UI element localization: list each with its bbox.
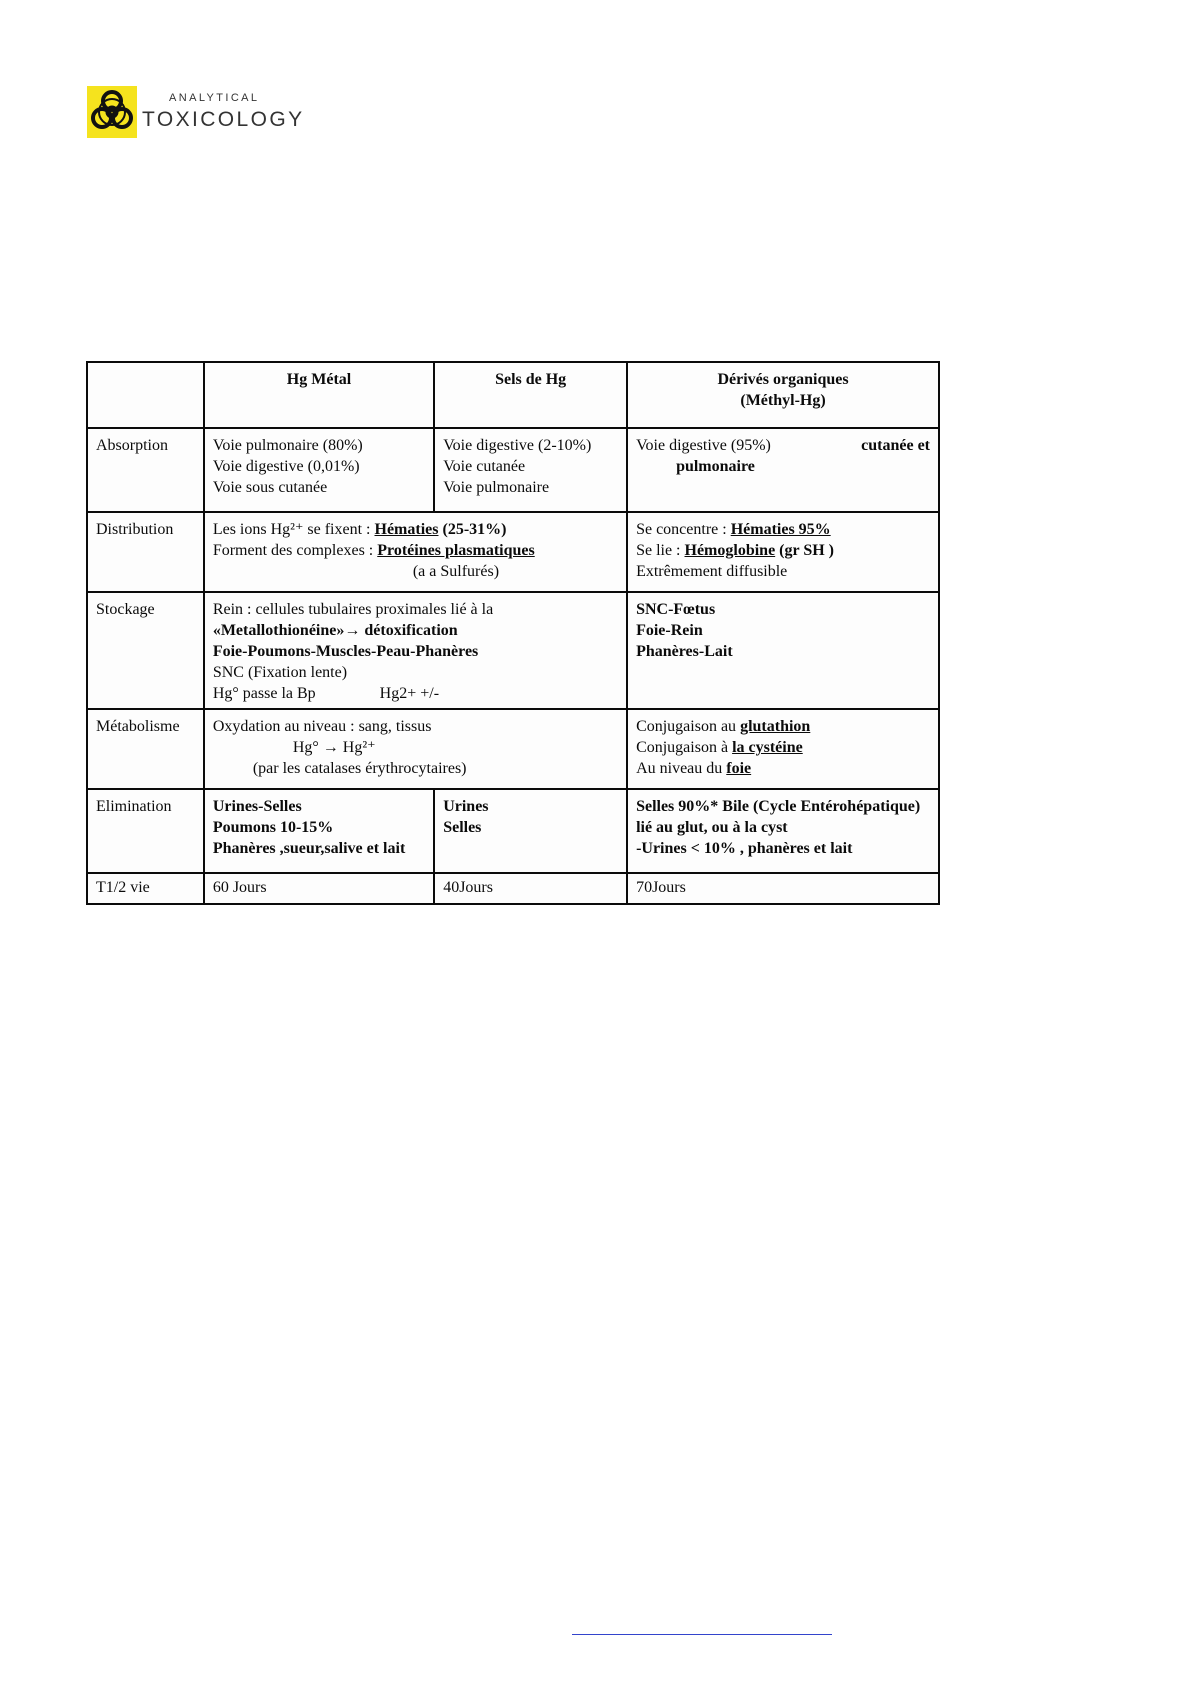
table-row-elimination xyxy=(87,789,939,873)
metabolisme-catalases: (par les catalases érythrocytaires) xyxy=(252,760,467,777)
elimination-organ-line3: -Urines < 10% , phanères et lait xyxy=(636,840,853,857)
header-derives-organiques xyxy=(627,362,939,428)
row-label-elimination: Elimination xyxy=(87,789,204,873)
stockage-organ-phaneres-lait: Phanères-Lait xyxy=(636,643,733,660)
distribution-organ-concentre: Se concentre : xyxy=(636,521,727,538)
row-label-half-life: T1/2 vie xyxy=(87,873,204,904)
elimination-organ-line2: lié au glut, ou à la cyst xyxy=(636,819,788,836)
table-row-distribution xyxy=(87,512,939,592)
cell-absorption-sels xyxy=(434,428,627,512)
stockage-organ-foie-rein: Foie-Rein xyxy=(636,622,703,639)
distribution-line2 xyxy=(213,540,618,561)
distribution-complexes-text: Forment des complexes : xyxy=(212,542,374,559)
distribution-sulfures: (a a Sulfurés) xyxy=(412,563,500,580)
row-label-metabolisme: Métabolisme xyxy=(87,709,204,789)
metabolisme-organ-line2 xyxy=(636,737,930,758)
metabolisme-au-niveau-du: Au niveau du xyxy=(636,760,723,777)
distribution-organ-selie: Se lie : xyxy=(636,542,681,559)
absorption-sels-line1: Voie digestive (2-10%) xyxy=(443,437,592,454)
table-row-half-life xyxy=(87,873,939,904)
cell-elimination-metal xyxy=(204,789,434,873)
stockage-organ-snc-foetus: SNC-Fœtus xyxy=(636,601,716,618)
logo-line-toxicology: TOXICOLOGY xyxy=(142,108,305,131)
row-label-absorption: Absorption xyxy=(87,428,204,512)
cell-elimination-organ xyxy=(627,789,939,873)
stockage-hg2-plusminus: Hg2+ +/- xyxy=(379,685,440,702)
stockage-rein: Rein : cellules tubulaires proximales lié à la xyxy=(212,601,494,618)
distribution-ions-text: Les ions Hg²⁺ se fixent : xyxy=(212,521,371,538)
cell-metabolisme-metal-sels xyxy=(204,709,627,789)
stockage-hg-passe-bp: Hg° passe la Bp xyxy=(212,685,316,702)
mercury-comparison-table xyxy=(86,361,940,905)
cell-stockage-organ xyxy=(627,592,939,709)
row-label-distribution: Distribution xyxy=(87,512,204,592)
distribution-organ-line2 xyxy=(636,540,930,561)
distribution-organ-line1 xyxy=(636,519,930,540)
distribution-organ-diffusible: Extrêmement diffusible xyxy=(636,563,788,580)
distribution-line1 xyxy=(213,519,618,540)
absorption-organ-digestive: Voie digestive (95%) xyxy=(636,437,771,454)
biohazard-icon xyxy=(90,90,134,134)
table-header-row xyxy=(87,362,939,428)
distribution-hematies: Hématies xyxy=(374,521,439,538)
metabolisme-conjugaison-a: Conjugaison à xyxy=(636,739,729,756)
half-life-organ: 70Jours xyxy=(627,873,939,904)
cell-absorption-metal xyxy=(204,428,434,512)
elimination-metal-line2: Poumons 10-15% xyxy=(212,819,334,836)
absorption-sels-line3: Voie pulmonaire xyxy=(443,479,550,496)
stockage-foie-poumons: Foie-Poumons-Muscles-Peau-Phanères xyxy=(212,643,479,660)
cell-absorption-organ xyxy=(627,428,939,512)
absorption-organ-pulmonaire: pulmonaire xyxy=(676,458,755,475)
absorption-organ-cutanee: cutanée et xyxy=(861,437,930,454)
header-derives-line2: (Méthyl-Hg) xyxy=(740,392,826,409)
absorption-metal-line3: Voie sous cutanée xyxy=(212,479,328,496)
logo-badge xyxy=(87,86,137,138)
elimination-sels-line1: Urines xyxy=(443,798,489,815)
absorption-metal-line2: Voie digestive (0,01%) xyxy=(212,458,360,475)
cell-stockage-metal-sels xyxy=(204,592,627,709)
elimination-metal-line3: Phanères ,sueur,salive et lait xyxy=(212,840,406,857)
stockage-bp-line xyxy=(213,683,618,704)
header-empty-cell xyxy=(87,362,204,428)
cell-metabolisme-organ xyxy=(627,709,939,789)
half-life-metal: 60 Jours xyxy=(204,873,434,904)
table-row-metabolisme xyxy=(87,709,939,789)
distribution-organ-hematies: Hématies 95% xyxy=(730,521,831,538)
header-derives-line1: Dérivés organiques xyxy=(717,371,849,388)
table-row-stockage xyxy=(87,592,939,709)
metabolisme-foie: foie xyxy=(726,760,752,777)
header-hg-metal: Hg Métal xyxy=(204,362,434,428)
stockage-snc: SNC (Fixation lente) xyxy=(212,664,348,681)
cell-elimination-sels xyxy=(434,789,627,873)
footer-link-underline[interactable] xyxy=(572,1634,832,1635)
stockage-metallothioneine: «Metallothionéine»→ détoxification xyxy=(212,622,458,639)
distribution-organ-grsh: (gr SH ) xyxy=(779,542,834,559)
logo-line-analytical: ANALYTICAL xyxy=(169,92,260,104)
elimination-metal-line1: Urines-Selles xyxy=(212,798,302,815)
metabolisme-hg-reaction: Hg° → Hg²⁺ xyxy=(292,739,376,756)
metabolisme-organ-line3 xyxy=(636,758,930,779)
cell-distribution-organ xyxy=(627,512,939,592)
distribution-proteines: Protéines plasmatiques xyxy=(377,542,535,559)
cell-distribution-metal-sels xyxy=(204,512,627,592)
row-label-stockage: Stockage xyxy=(87,592,204,709)
metabolisme-organ-line1 xyxy=(636,716,930,737)
absorption-metal-line1: Voie pulmonaire (80%) xyxy=(212,437,363,454)
analytical-toxicology-logo xyxy=(87,86,305,140)
half-life-sels: 40Jours xyxy=(434,873,627,904)
absorption-sels-line2: Voie cutanée xyxy=(443,458,526,475)
distribution-hematies-pct: (25-31%) xyxy=(442,521,507,538)
elimination-organ-line1: Selles 90%* Bile (Cycle Entérohépatique) xyxy=(636,798,921,815)
distribution-organ-hemoglobine: Hémoglobine xyxy=(684,542,776,559)
metabolisme-conjugaison-au: Conjugaison au xyxy=(636,718,737,735)
mercury-comparison-table-image xyxy=(86,361,940,905)
metabolisme-cysteine: la cystéine xyxy=(732,739,803,756)
metabolisme-oxydation: Oxydation au niveau : sang, tissus xyxy=(212,718,432,735)
metabolisme-glutathion: glutathion xyxy=(740,718,811,735)
absorption-organ-line1 xyxy=(636,435,930,456)
table-row-absorption xyxy=(87,428,939,512)
elimination-sels-line2: Selles xyxy=(443,819,482,836)
header-sels-hg: Sels de Hg xyxy=(434,362,627,428)
